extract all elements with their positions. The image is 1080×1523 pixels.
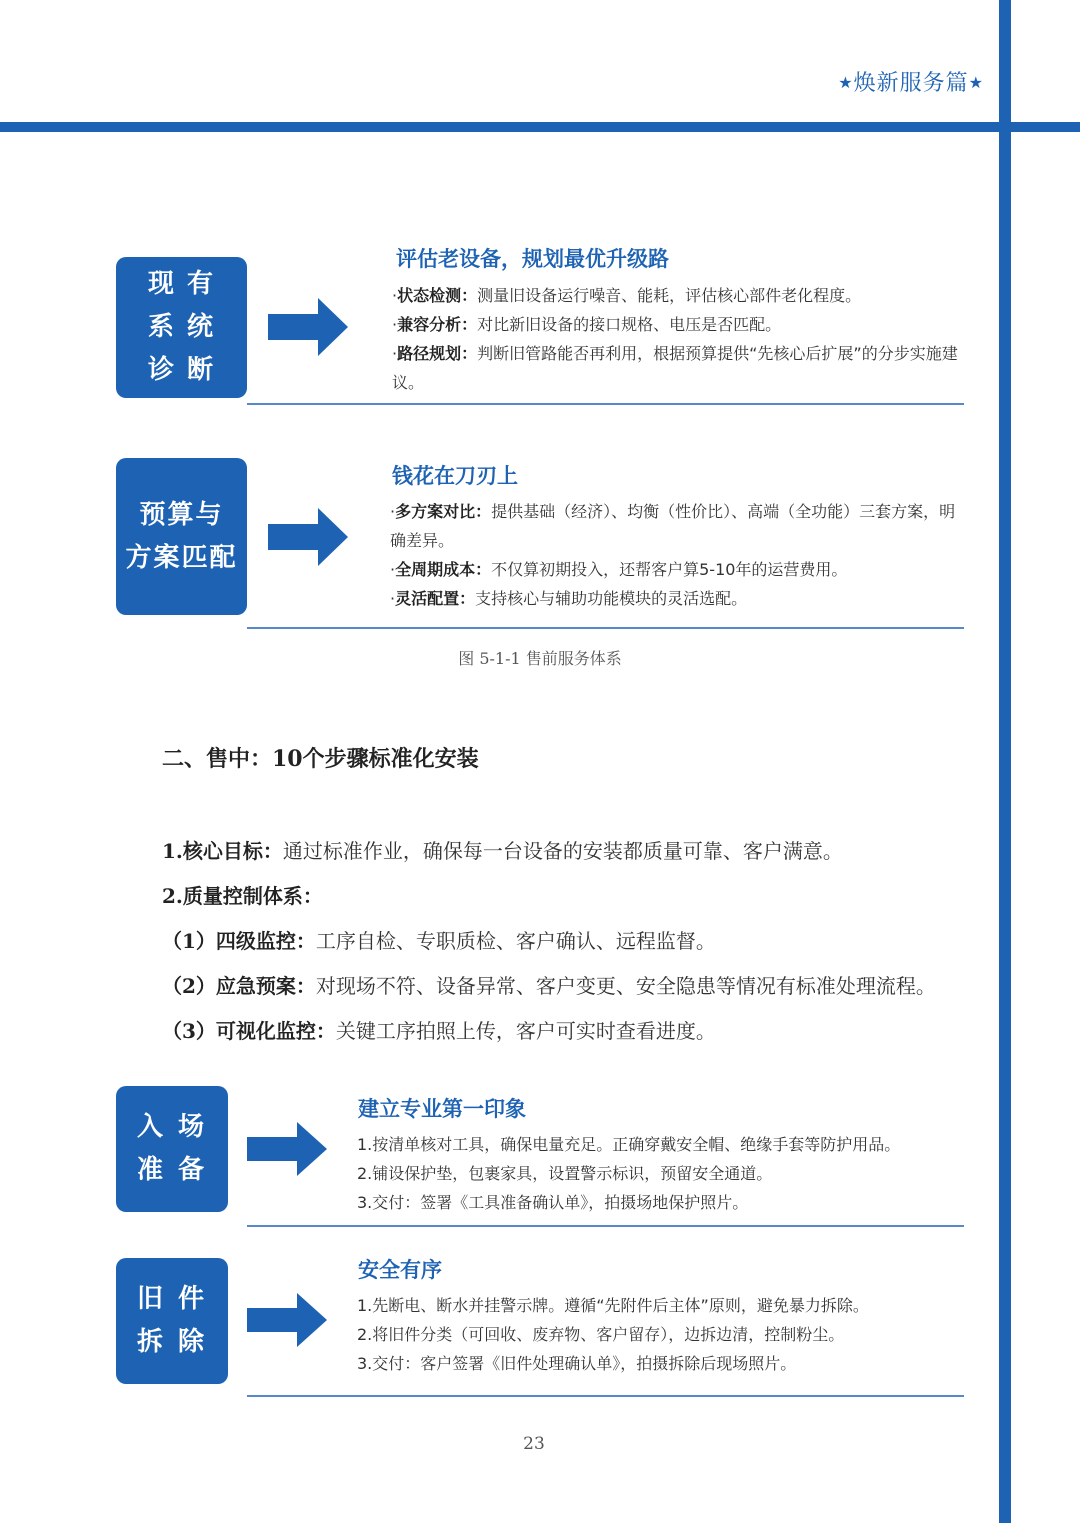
stage-box-system-diagnosis xyxy=(116,257,247,398)
paragraph-line: 2.质量控制体系： xyxy=(162,884,323,908)
list-item: 3.交付：签署《工具准备确认单》，拍摄场地保护照片。 xyxy=(357,1193,749,1212)
list-item: 1.先断电、断水并挂警示牌。遵循“先附件后主体”原则，避免暴力拆除。 xyxy=(357,1296,869,1315)
star-icon: ★ xyxy=(968,73,984,92)
page-number: 23 xyxy=(523,1434,545,1454)
right-arrow-icon xyxy=(247,1293,327,1347)
section-divider xyxy=(247,403,964,405)
section-heading: 二、售中：10个步骤标准化安装 xyxy=(162,746,479,772)
bullet-item: ·多方案对比：提供基础（经济）、均衡（性价比）、高端（全功能）三套方案，明确差异。 xyxy=(390,502,956,550)
chapter-header xyxy=(838,66,984,97)
stage-box-line: 入 场 xyxy=(136,1112,208,1142)
section-title: 建立专业第一印象 xyxy=(358,1097,526,1121)
list-item: 3.交付：客户签署《旧件处理确认单》，拍摄拆除后现场照片。 xyxy=(357,1354,797,1373)
stage-box-old-part-removal xyxy=(116,1258,228,1384)
header-rule-bar xyxy=(0,122,1080,132)
figure-caption: 图 5-1-1 售前服务体系 xyxy=(458,649,622,668)
stage-box-line: 准 备 xyxy=(136,1155,208,1185)
list-item: 1.按清单核对工具，确保电量充足。正确穿戴安全帽、绝缘手套等防护用品。 xyxy=(357,1135,901,1154)
bullet-item: ·兼容分析：对比新旧设备的接口规格、电压是否匹配。 xyxy=(392,315,782,334)
section-title: 钱花在刀刃上 xyxy=(392,464,518,488)
paragraph-line: （3）可视化监控：关键工序拍照上传，客户可实时查看进度。 xyxy=(162,1019,716,1043)
section-body xyxy=(357,1130,962,1217)
bullet-item: ·全周期成本：不仅算初期投入，还帮客户算5-10年的运营费用。 xyxy=(390,560,848,579)
section-divider xyxy=(247,627,964,629)
section-title: 评估老设备，规划最优升级路 xyxy=(396,247,669,271)
stage-box-budget-matching xyxy=(116,458,247,615)
right-arrow-icon xyxy=(268,508,348,566)
star-icon: ★ xyxy=(838,73,854,92)
list-item: 2.将旧件分类（可回收、废弃物、客户留存），边拆边清，控制粉尘。 xyxy=(357,1325,845,1344)
bullet-item: ·状态检测：测量旧设备运行噪音、能耗，评估核心部件老化程度。 xyxy=(392,286,862,305)
bullet-item: ·路径规划：判断旧管路能否再利用，根据预算提供“先核心后扩展”的分步实施建议。 xyxy=(392,344,958,392)
list-item: 2.铺设保护垫，包裹家具，设置警示标识，预留安全通道。 xyxy=(357,1164,773,1183)
stage-box-line: 诊 断 xyxy=(147,355,216,385)
section-divider xyxy=(247,1395,964,1397)
chapter-title: 焕新服务篇 xyxy=(853,71,969,96)
section-title: 安全有序 xyxy=(358,1258,442,1282)
right-arrow-icon xyxy=(268,298,348,356)
right-arrow-icon xyxy=(247,1122,327,1176)
section-divider xyxy=(247,1225,964,1227)
section-body xyxy=(392,281,960,397)
stage-box-line: 拆 除 xyxy=(136,1327,208,1357)
section-body xyxy=(390,497,960,613)
vertical-frame-bar xyxy=(999,0,1011,1523)
stage-box-line: 旧 件 xyxy=(136,1284,208,1314)
stage-box-line: 现 有 xyxy=(147,269,216,299)
stage-box-line: 方案匹配 xyxy=(125,542,238,573)
paragraph-line: （2）应急预案：对现场不符、设备异常、客户变更、安全隐患等情况有标准处理流程。 xyxy=(162,974,936,998)
stage-box-line: 预算与 xyxy=(139,499,224,530)
section-body xyxy=(357,1291,962,1378)
paragraph-line: （1）四级监控：工序自检、专职质检、客户确认、远程监督。 xyxy=(162,929,716,953)
stage-box-line: 系 统 xyxy=(147,312,216,342)
paragraph-line: 1.核心目标：通过标准作业，确保每一台设备的安装都质量可靠、客户满意。 xyxy=(162,839,843,863)
bullet-item: ·灵活配置：支持核心与辅助功能模块的灵活选配。 xyxy=(390,589,748,608)
stage-box-site-preparation xyxy=(116,1086,228,1212)
